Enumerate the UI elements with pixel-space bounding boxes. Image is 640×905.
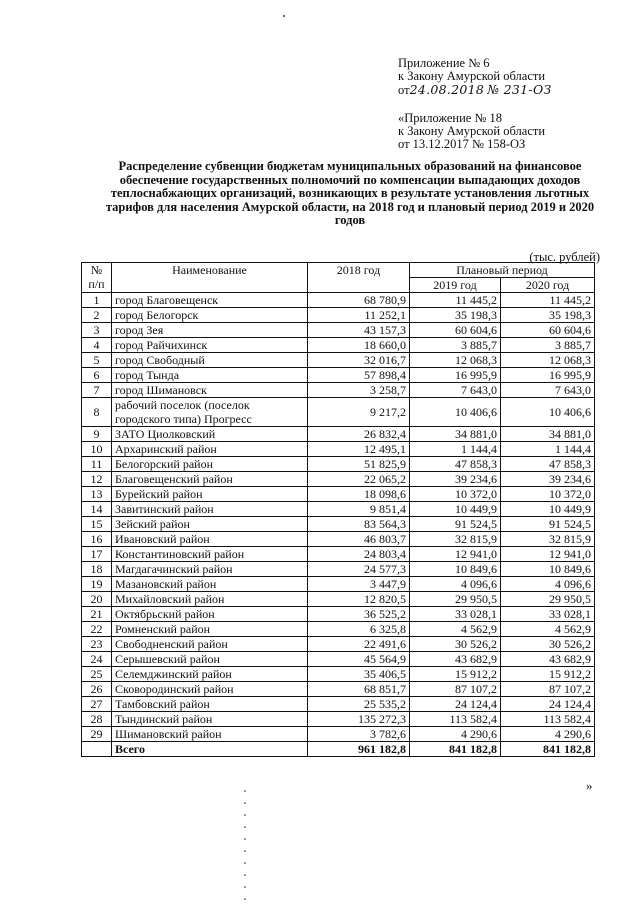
row-2020: 12 068,3 — [501, 353, 595, 368]
row-2018: 26 832,4 — [308, 427, 410, 442]
row-name: рабочий поселок (поселок городского типа) Прогресс — [112, 398, 308, 427]
row-num: 1 — [82, 293, 112, 308]
header-2020: 2020 год — [501, 278, 595, 293]
row-num: 22 — [82, 622, 112, 637]
row-num: 16 — [82, 532, 112, 547]
header-num: № п/п — [82, 263, 112, 293]
handwritten-date: 24.08.2018 — [409, 82, 485, 97]
scan-artifact-dots — [244, 790, 246, 900]
row-2019: 4 562,9 — [410, 622, 501, 637]
row-2018: 3 782,6 — [308, 727, 410, 742]
row-num: 21 — [82, 607, 112, 622]
row-2019: 47 858,3 — [410, 457, 501, 472]
row-2020: 1 144,4 — [501, 442, 595, 457]
row-2019: 32 815,9 — [410, 532, 501, 547]
row-2019: 10 406,6 — [410, 398, 501, 427]
row-2020: 10 406,6 — [501, 398, 595, 427]
row-2020: 91 524,5 — [501, 517, 595, 532]
row-2019: 10 849,6 — [410, 562, 501, 577]
row-2018: 35 406,5 — [308, 667, 410, 682]
row-2018: 25 535,2 — [308, 697, 410, 712]
row-2020: 10 372,0 — [501, 487, 595, 502]
units-label: (тыс. рублей) — [529, 250, 600, 264]
row-2018: 32 016,7 — [308, 353, 410, 368]
row-2019: 16 995,9 — [410, 368, 501, 383]
row-num: 20 — [82, 592, 112, 607]
row-2018: 18 098,6 — [308, 487, 410, 502]
row-2019: 43 682,9 — [410, 652, 501, 667]
table-row — [82, 487, 595, 502]
header-2019: 2019 год — [410, 278, 501, 293]
row-2020: 60 604,6 — [501, 323, 595, 338]
appendix-prior-line3: от 13.12.2017 № 158-ОЗ — [398, 137, 526, 151]
row-num: 18 — [82, 562, 112, 577]
row-2020: 47 858,3 — [501, 457, 595, 472]
closing-quote: » — [586, 778, 593, 793]
row-num: 15 — [82, 517, 112, 532]
appendix-prior-block — [398, 112, 545, 151]
row-name: Зейский район — [112, 517, 308, 532]
row-2020: 16 995,9 — [501, 368, 595, 383]
table-row — [82, 427, 595, 442]
row-2019: 3 885,7 — [410, 338, 501, 353]
row-2018: 3 258,7 — [308, 383, 410, 398]
table-row — [82, 368, 595, 383]
row-num: 27 — [82, 697, 112, 712]
row-2018: 83 564,3 — [308, 517, 410, 532]
table-row — [82, 323, 595, 338]
row-name: Магдагачинский район — [112, 562, 308, 577]
row-num: 28 — [82, 712, 112, 727]
row-num: 8 — [82, 398, 112, 427]
table-row — [82, 383, 595, 398]
row-2020: 11 445,2 — [501, 293, 595, 308]
row-num: 19 — [82, 577, 112, 592]
row-num: 12 — [82, 472, 112, 487]
row-name: Селемджинский район — [112, 667, 308, 682]
table-row — [82, 338, 595, 353]
handwritten-number: № 231-ОЗ — [487, 82, 552, 97]
row-2018: 22 065,2 — [308, 472, 410, 487]
row-2019: 30 526,2 — [410, 637, 501, 652]
total-2018: 961 182,8 — [308, 742, 410, 757]
row-2020: 34 881,0 — [501, 427, 595, 442]
row-2019: 24 124,4 — [410, 697, 501, 712]
row-2019: 60 604,6 — [410, 323, 501, 338]
row-2018: 57 898,4 — [308, 368, 410, 383]
row-2019: 4 096,6 — [410, 577, 501, 592]
row-2019: 10 449,9 — [410, 502, 501, 517]
row-name: Архаринский район — [112, 442, 308, 457]
row-2018: 36 525,2 — [308, 607, 410, 622]
row-2018: 24 577,3 — [308, 562, 410, 577]
row-2018: 22 491,6 — [308, 637, 410, 652]
table-row — [82, 622, 595, 637]
appendix-current-line3 — [398, 83, 552, 97]
total-label: Всего — [112, 742, 308, 757]
table-row — [82, 532, 595, 547]
table-body — [82, 293, 595, 742]
table-row — [82, 562, 595, 577]
row-name: город Райчихинск — [112, 338, 308, 353]
scan-speck — [283, 15, 285, 17]
table-row — [82, 577, 595, 592]
row-name: Михайловский район — [112, 592, 308, 607]
row-2019: 35 198,3 — [410, 308, 501, 323]
row-name: Благовещенский район — [112, 472, 308, 487]
row-2020: 3 885,7 — [501, 338, 595, 353]
row-2018: 43 157,3 — [308, 323, 410, 338]
row-2018: 18 660,0 — [308, 338, 410, 353]
row-2019: 12 941,0 — [410, 547, 501, 562]
row-name: город Шимановск — [112, 383, 308, 398]
row-2020: 7 643,0 — [501, 383, 595, 398]
row-2020: 32 815,9 — [501, 532, 595, 547]
row-2018: 46 803,7 — [308, 532, 410, 547]
row-2019: 11 445,2 — [410, 293, 501, 308]
row-name: Мазановский район — [112, 577, 308, 592]
row-num: 25 — [82, 667, 112, 682]
row-2019: 12 068,3 — [410, 353, 501, 368]
appendix-prior-line1: «Приложение № 18 — [398, 111, 503, 125]
row-2018: 68 851,7 — [308, 682, 410, 697]
row-2020: 12 941,0 — [501, 547, 595, 562]
row-name: Тамбовский район — [112, 697, 308, 712]
row-2020: 4 290,6 — [501, 727, 595, 742]
table-row — [82, 442, 595, 457]
row-name: Бурейский район — [112, 487, 308, 502]
row-num: 10 — [82, 442, 112, 457]
row-name: город Зея — [112, 323, 308, 338]
row-2019: 91 524,5 — [410, 517, 501, 532]
row-num: 11 — [82, 457, 112, 472]
row-2018: 6 325,8 — [308, 622, 410, 637]
row-2020: 87 107,2 — [501, 682, 595, 697]
subvention-table — [81, 262, 595, 757]
table-row — [82, 293, 595, 308]
table-row — [82, 682, 595, 697]
row-2020: 29 950,5 — [501, 592, 595, 607]
row-2019: 113 582,4 — [410, 712, 501, 727]
row-name: город Белогорск — [112, 308, 308, 323]
row-name: Серышевский район — [112, 652, 308, 667]
row-2018: 9 217,2 — [308, 398, 410, 427]
document-title: Распределение субвенции бюджетам муниципальных образований на финансовое обеспечение государственных полномочий по компенсации выпадающих доходов теплоснабжающих организаций, возникающих в результате установления льготных тарифов для населения Амурской области, на 2018 год и плановый период 2019 и 2020 годов — [105, 159, 595, 228]
row-2019: 4 290,6 — [410, 727, 501, 742]
table-row — [82, 502, 595, 517]
total-num-cell — [82, 742, 112, 757]
row-2020: 35 198,3 — [501, 308, 595, 323]
row-2020: 15 912,2 — [501, 667, 595, 682]
row-2020: 4 096,6 — [501, 577, 595, 592]
row-2020: 33 028,1 — [501, 607, 595, 622]
row-name: город Тында — [112, 368, 308, 383]
row-num: 6 — [82, 368, 112, 383]
row-2019: 34 881,0 — [410, 427, 501, 442]
row-num: 29 — [82, 727, 112, 742]
row-2019: 87 107,2 — [410, 682, 501, 697]
table-row — [82, 398, 595, 427]
row-name: Константиновский район — [112, 547, 308, 562]
row-2020: 4 562,9 — [501, 622, 595, 637]
row-2020: 113 582,4 — [501, 712, 595, 727]
row-name: Завитинский район — [112, 502, 308, 517]
table-row — [82, 517, 595, 532]
row-num: 23 — [82, 637, 112, 652]
row-2020: 39 234,6 — [501, 472, 595, 487]
row-2018: 12 820,5 — [308, 592, 410, 607]
total-2019: 841 182,8 — [410, 742, 501, 757]
header-2018: 2018 год — [308, 263, 410, 293]
row-2020: 10 449,9 — [501, 502, 595, 517]
row-2018: 12 495,1 — [308, 442, 410, 457]
row-num: 4 — [82, 338, 112, 353]
row-2020: 24 124,4 — [501, 697, 595, 712]
table-row — [82, 697, 595, 712]
row-2019: 1 144,4 — [410, 442, 501, 457]
row-num: 26 — [82, 682, 112, 697]
table-row — [82, 652, 595, 667]
appendix-current-block — [398, 57, 552, 97]
row-num: 7 — [82, 383, 112, 398]
row-2018: 51 825,9 — [308, 457, 410, 472]
date-prefix: от — [398, 83, 410, 97]
row-num: 9 — [82, 427, 112, 442]
row-name: Ивановский район — [112, 532, 308, 547]
row-name: Ромненский район — [112, 622, 308, 637]
row-name: Белогорский район — [112, 457, 308, 472]
row-name: Шимановский район — [112, 727, 308, 742]
row-2018: 45 564,9 — [308, 652, 410, 667]
row-2020: 10 849,6 — [501, 562, 595, 577]
row-num: 3 — [82, 323, 112, 338]
row-name: город Благовещенск — [112, 293, 308, 308]
table-row — [82, 592, 595, 607]
row-2018: 3 447,9 — [308, 577, 410, 592]
row-num: 24 — [82, 652, 112, 667]
table-row — [82, 547, 595, 562]
table-row — [82, 353, 595, 368]
table-row — [82, 472, 595, 487]
row-name: ЗАТО Циолковский — [112, 427, 308, 442]
row-2019: 15 912,2 — [410, 667, 501, 682]
table-row — [82, 637, 595, 652]
table-row — [82, 607, 595, 622]
total-2020: 841 182,8 — [501, 742, 595, 757]
table-row — [82, 308, 595, 323]
row-2019: 33 028,1 — [410, 607, 501, 622]
table-row — [82, 727, 595, 742]
row-num: 13 — [82, 487, 112, 502]
row-2019: 10 372,0 — [410, 487, 501, 502]
appendix-current-line2: к Закону Амурской области — [398, 69, 546, 83]
row-2019: 29 950,5 — [410, 592, 501, 607]
row-name: Октябрьский район — [112, 607, 308, 622]
row-num: 14 — [82, 502, 112, 517]
appendix-current-line1: Приложение № 6 — [398, 56, 490, 70]
total-row — [82, 742, 595, 757]
row-name: Свободненский район — [112, 637, 308, 652]
row-2018: 9 851,4 — [308, 502, 410, 517]
row-num: 2 — [82, 308, 112, 323]
row-2018: 68 780,9 — [308, 293, 410, 308]
table-row — [82, 667, 595, 682]
row-2018: 135 272,3 — [308, 712, 410, 727]
row-num: 17 — [82, 547, 112, 562]
row-2020: 43 682,9 — [501, 652, 595, 667]
appendix-prior-line2: к Закону Амурской области — [398, 124, 546, 138]
row-2019: 39 234,6 — [410, 472, 501, 487]
header-plan-period: Плановый период — [410, 263, 595, 278]
row-name: Сковородинский район — [112, 682, 308, 697]
row-2020: 30 526,2 — [501, 637, 595, 652]
row-2018: 11 252,1 — [308, 308, 410, 323]
row-name: Тындинский район — [112, 712, 308, 727]
header-name: Наименование — [112, 263, 308, 293]
table-row — [82, 712, 595, 727]
row-2019: 7 643,0 — [410, 383, 501, 398]
row-2018: 24 803,4 — [308, 547, 410, 562]
row-name: город Свободный — [112, 353, 308, 368]
table-row — [82, 457, 595, 472]
row-num: 5 — [82, 353, 112, 368]
